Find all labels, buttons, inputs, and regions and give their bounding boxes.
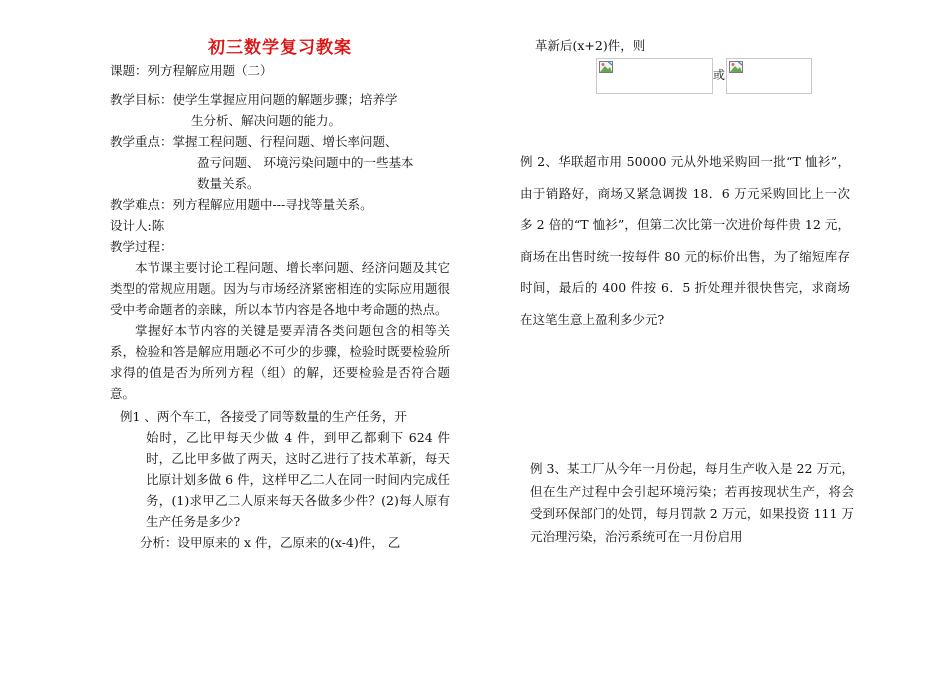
example-3: 例 3、某工厂从今年一月份起，每月生产收入是 22 万元，但在生产过程中会引起环境污染；若再按现状生产，将会受到环保部门的处罚，每月罚款 2 万元，如果投资 111 万元治理污染，治污系统可在一月份启用 [530,461,854,544]
example-1 [110,406,450,553]
goals-line-1: 教学目标：使学生掌握应用问题的解题步骤；培养学 [110,92,398,107]
left-column [110,36,450,553]
right-column [520,36,854,544]
equation-image-1 [596,58,713,94]
goals-line-2: 生分析、解决问题的能力。 [191,113,342,128]
method-paragraph: 掌握好本节内容的关键是要弄清各类问题包含的相等关系，检验和答是解应用题必不可少的步骤，检验时既要检验所求得的值是否为所列方程（组）的解，还要检验是否符合题意。 [110,323,450,401]
broken-image-icon [729,61,743,73]
or-label: 或 [713,68,726,82]
example-1-heading: 例1 、两个车工，各接受了同等数量的生产任务，开 [120,409,407,424]
intro-paragraph: 本节课主要讨论工程问题、增长率问题、经济问题及其它类型的常规应用题。因为与市场经济紧密相连的实际应用题很受中考命题者的亲睐，所以本节内容是各地中考命题的热点。 [110,260,450,317]
designer-line: 设计人:陈 [110,218,165,233]
broken-image-icon [599,61,613,73]
example-1-body: 始时，乙比甲每天少做 4 件，到甲乙都剩下 624 件时，乙比甲多做了两天，这时乙进行了技术革新，每天比原计划多做 6 件，这样甲乙二人在同一时间内完成任务，(1)求甲乙二人原来每天各做多少件？(2)每人原有生产任务是多少? [146,430,450,529]
keypoints-line-3: 数量关系。 [197,176,260,191]
keypoints-line-1: 教学重点：掌握工程问题、行程问题、增长率问题、 [110,134,398,149]
difficulty-line: 教学难点：列方程解应用题中---寻找等量关系。 [110,197,373,212]
continuation-line: 革新后(x+2)件，则 [535,38,646,53]
example-2: 例 2、华联超市用 50000 元从外地采购回一批“T 恤衫”，由于销路好，商场又紧急调拨 18．6 万元采购回比上一次多 2 倍的“T 恤衫”，但第二次比第一次进价每件贵 12 元，商场在出售时统一按每件 80 元的标价出售，为了缩短库存时间，最后的 400 件按 6．5 折处理并很快售完，求商场在这笔生意上盈利多少元? [520,154,850,327]
example-1-analysis: 分析：设甲原来的 x 件，乙原来的(x-4)件， 乙 [140,535,401,550]
topic-line: 课题：列方程解应用题（二） [110,63,273,78]
document-title: 初三数学复习教案 [208,38,352,58]
equation-images [520,58,850,98]
keypoints-line-2: 盈亏问题、 环境污染问题中的一些基本 [197,155,414,170]
process-line: 教学过程： [110,239,173,254]
equation-image-2 [726,58,812,94]
